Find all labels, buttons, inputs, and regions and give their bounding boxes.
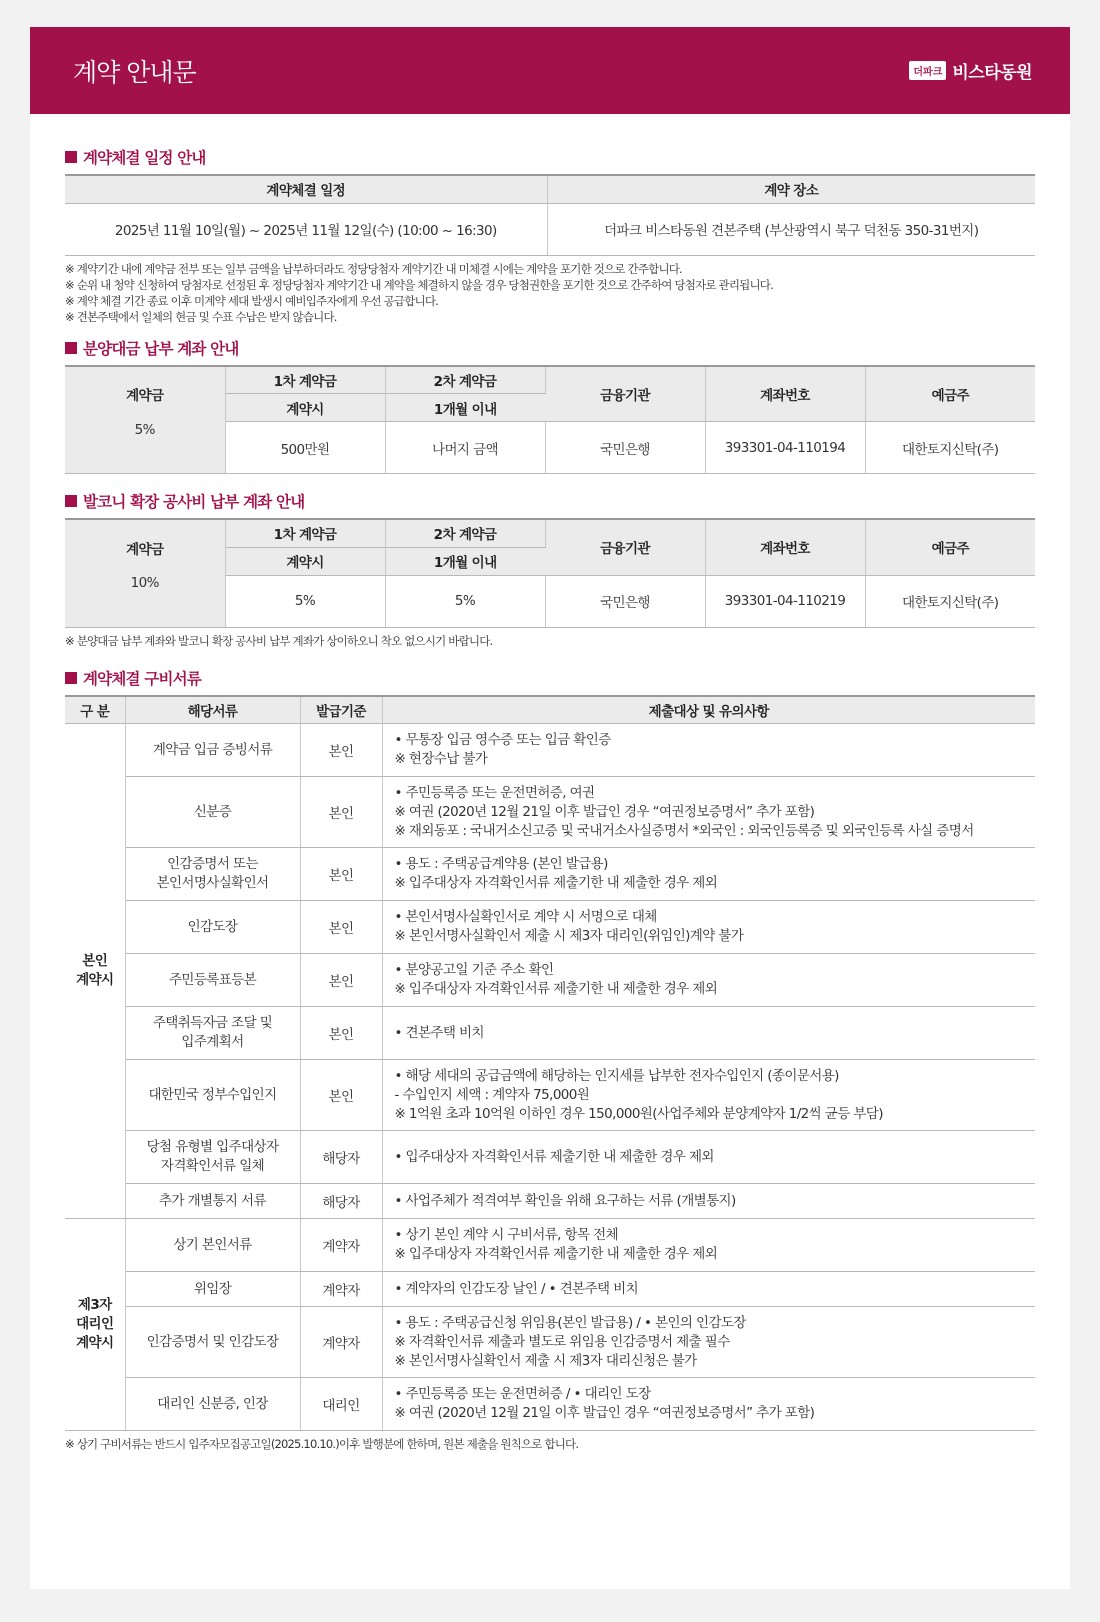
second-deposit-when: 1개월 이내 [385,547,545,575]
note-line: ※ 1억원 초과 10억원 이하인 경우 150,000원(사업주체와 분양계약자 1/2씩 균등 부담) [394,1105,883,1122]
deposit-rate-cell [65,422,225,474]
issue-basis: 해당자 [300,1131,382,1184]
table-row [65,777,1035,848]
account-number: 393301-04-110194 [705,422,865,474]
schedule-date: 2025년 11월 10일(월) ~ 2025년 11월 12일(수) (10:00 ~ 16:30) [65,203,547,255]
schedule-place: 더파크 비스타동원 견본주택 (부산광역시 북구 덕천동 350-31번지) [547,203,1035,255]
bank-name: 국민은행 [545,575,705,627]
first-deposit-header: 1차 계약금 [225,519,385,547]
note-line: • 주민등록증 또는 운전면허증, 여권 [394,784,595,801]
table-row [65,1219,1035,1272]
account-number: 393301-04-110219 [705,575,865,627]
note-line: • 본인서명사실확인서로 계약 시 서명으로 대체 [394,909,657,925]
document-name: 주택취득자금 조달 및 입주계획서 [125,1007,300,1060]
col-header-issue: 발급기준 [300,696,382,724]
deposit-label-cell [65,366,225,422]
brand-name: 비스타동원 [952,63,1032,83]
note-line: ※ 입주대상자 자격확인서류 제출기한 내 제출한 경우 제외 [394,1246,718,1262]
holder-header: 예금주 [865,366,1035,422]
notes-cell [382,724,1035,777]
section-title-text: 계약체결 일정 안내 [83,149,206,167]
second-deposit-header: 2차 계약금 [385,519,545,547]
first-amount: 500만원 [225,422,385,474]
notes-cell [382,1007,1035,1060]
note-line: ※ 입주대상자 자격확인서류 제출기한 내 제출한 경우 제외 [394,981,718,997]
documents-note: ※ 상기 구비서류는 반드시 입주자모집공고일(2025.10.10.)이후 발행분에 한하며, 원본 제출을 원칙으로 합니다. [65,1437,579,1451]
notes-cell [382,1272,1035,1307]
note-line: - 수입인지 세액 : 계약자 75,000원 [394,1086,590,1103]
documents-table [65,695,1035,1432]
header-bar [30,27,1070,114]
deposit-label: 계약금 [126,388,164,404]
section-title-balcony-account [65,490,1035,512]
document-name: 인감증명서 및 인감도장 [125,1307,300,1378]
issue-basis: 계약자 [300,1272,382,1307]
col-header-notes: 제출대상 및 유의사항 [382,696,1035,724]
table-row [65,954,1035,1007]
issue-basis: 본인 [300,901,382,954]
note-line: ※ 재외동포 : 국내거소신고증 및 국내거소사실증명서 *외국인 : 외국인등록증 및 외국인등록 사실 증명서 [394,822,974,839]
note-line: • 상기 본인 계약 시 구비서류, 항목 전체 [394,1227,619,1243]
note-line: ※ 본인서명사실확인서 제출 시 제3자 대리신청은 불가 [394,1352,697,1369]
page-title: 계약 안내문 [73,57,196,87]
holder-header: 예금주 [865,519,1035,575]
category-agent: 제3자 대리인 계약시 [65,1219,125,1431]
issue-basis: 해당자 [300,1184,382,1219]
document-name: 인감증명서 또는 본인서명사실확인서 [125,848,300,901]
note-line: • 입주대상자 자격확인서류 제출기한 내 제출한 경우 제외 [394,1148,714,1165]
document-name: 대리인 신분증, 인장 [125,1378,300,1431]
notes-cell [382,777,1035,848]
note-line: • 분양공고일 기준 주소 확인 [394,962,554,978]
deposit-rate: 5% [134,421,155,438]
brand-tag: 더파크 [909,61,946,80]
notes-cell [382,1184,1035,1219]
table-row [65,1131,1035,1184]
first-amount: 5% [225,575,385,627]
document-name: 대한민국 정부수입인지 [125,1060,300,1131]
square-bullet-icon [65,342,77,354]
col-header-place: 계약 장소 [547,175,1035,203]
sale-account-table [65,365,1035,475]
second-amount: 나머지 금액 [385,422,545,474]
document-name: 당첨 유형별 입주대상자 자격확인서류 일체 [125,1131,300,1184]
table-row [65,1307,1035,1378]
first-deposit-when: 계약시 [225,547,385,575]
section-title-text: 발코니 확장 공사비 납부 계좌 안내 [83,493,305,511]
issue-basis: 본인 [300,1007,382,1060]
issue-basis: 본인 [300,777,382,848]
document-name: 계약금 입금 증빙서류 [125,724,300,777]
note-line: ※ 입주대상자 자격확인서류 제출기한 내 제출한 경우 제외 [394,875,718,891]
table-row [65,1272,1035,1307]
col-header-category: 구 분 [65,696,125,724]
table-row [65,901,1035,954]
notes-cell [382,1219,1035,1272]
note-line: • 계약자의 인감도장 날인 / • 견본주택 비치 [394,1280,639,1297]
note-line: ※ 현장수납 불가 [394,751,488,767]
issue-basis: 계약자 [300,1219,382,1272]
note-line: • 용도 : 주택공급계약용 (본인 발급용) [394,856,608,872]
notes-cell [382,1060,1035,1131]
deposit-rate: 10% [130,575,159,591]
notes-cell [382,1307,1035,1378]
square-bullet-icon [65,151,77,163]
balcony-account-table [65,518,1035,628]
note-line: • 무통장 입금 영수증 또는 입금 확인증 [394,732,611,748]
first-deposit-header: 1차 계약금 [225,366,385,394]
bank-header: 금융기관 [545,366,705,422]
note-line: • 견본주택 비치 [394,1024,484,1041]
document-name: 위임장 [125,1272,300,1307]
schedule-table [65,174,1035,256]
first-deposit-when: 계약시 [225,394,385,422]
table-row [65,1378,1035,1431]
table-row [65,1184,1035,1219]
note-line: • 사업주체가 적격여부 확인을 위해 요구하는 서류 (개별통지) [394,1192,736,1209]
bank-name: 국민은행 [545,422,705,474]
category-self: 본인 계약시 [65,724,125,1219]
document-name: 상기 본인서류 [125,1219,300,1272]
deposit-label: 계약금 [126,541,164,558]
note-line: • 해당 세대의 공급금액에 해당하는 인지세를 납부한 전자수입인지 (종이문서용) [394,1067,839,1084]
notes-cell [382,1131,1035,1184]
deposit-rate-cell [65,575,225,627]
issue-basis: 본인 [300,954,382,1007]
account-header: 계좌번호 [705,366,865,422]
document-name: 주민등록표등본 [125,954,300,1007]
deposit-label-cell [65,519,225,575]
section-title-sale-account [65,337,1035,359]
issue-basis: 본인 [300,724,382,777]
account-holder: 대한토지신탁(주) [865,575,1035,627]
issue-basis: 본인 [300,848,382,901]
section-title-schedule [65,146,1035,168]
square-bullet-icon [65,672,77,684]
note-line: ※ 본인서명사실확인서 제출 시 제3자 대리인(위임인)계약 불가 [394,928,744,944]
document-name: 신분증 [125,777,300,848]
balcony-note: ※ 분양대금 납부 계좌와 발코니 확장 공사비 납부 계좌가 상이하오니 착오 없으시기 바랍니다. [65,633,493,648]
bank-header: 금융기관 [545,519,705,575]
note-line: ※ 계약 체결 기간 종료 이후 미계약 세대 발생시 예비입주자에게 우선 공급합니다. [65,293,438,308]
table-row [65,848,1035,901]
col-header-document: 해당서류 [125,696,300,724]
issue-basis: 본인 [300,1060,382,1131]
account-holder: 대한토지신탁(주) [865,422,1035,474]
document-name: 추가 개별통지 서류 [125,1184,300,1219]
note-line: • 주민등록증 또는 운전면허증 / • 대리인 도장 [394,1386,651,1402]
account-header: 계좌번호 [705,519,865,575]
schedule-notes [65,261,1035,325]
note-line: ※ 여권 (2020년 12월 21일 이후 발급인 경우 “여권정보증명서” 추가 포함) [394,803,815,820]
note-line: ※ 계약기간 내에 계약금 전부 또는 일부 금액을 납부하더라도 정당당첨자 계약기간 내 미체결 시에는 계약을 포기한 것으로 간주합니다. [65,261,682,276]
section-title-text: 계약체결 구비서류 [83,669,201,688]
second-amount: 5% [385,575,545,627]
note-line: ※ 자격확인서류 제출과 별도로 위임용 인감증명서 제출 필수 [394,1333,730,1350]
note-line: ※ 순위 내 청약 신청하여 당첨자로 선정된 후 정당당첨자 계약기간 내 계약을 체결하지 않을 경우 당첨권한을 포기한 것으로 간주하여 당첨자로 관리됩니다. [65,277,773,292]
second-deposit-header: 2차 계약금 [385,366,545,394]
issue-basis: 계약자 [300,1307,382,1378]
table-row [65,724,1035,777]
section-title-text: 분양대금 납부 계좌 안내 [83,339,239,358]
note-line: • 용도 : 주택공급신청 위임용(본인 발급용) / • 본인의 인감도장 [394,1314,746,1331]
document-name: 인감도장 [125,901,300,954]
notes-cell [382,901,1035,954]
col-header-date: 계약체결 일정 [65,175,547,203]
notice-page [30,27,1070,1589]
note-line: ※ 여권 (2020년 12월 21일 이후 발급인 경우 “여권정보증명서” 추가 포함) [394,1405,815,1421]
notes-cell [382,1378,1035,1431]
notes-cell [382,848,1035,901]
brand-logo [909,58,1032,83]
table-row [65,1007,1035,1060]
notes-cell [382,954,1035,1007]
section-title-docs [65,667,1035,689]
table-row [65,1060,1035,1131]
second-deposit-when: 1개월 이내 [385,394,545,422]
issue-basis: 대리인 [300,1378,382,1431]
note-line: ※ 견본주택에서 일체의 현금 및 수표 수납은 받지 않습니다. [65,309,337,324]
square-bullet-icon [65,495,77,507]
